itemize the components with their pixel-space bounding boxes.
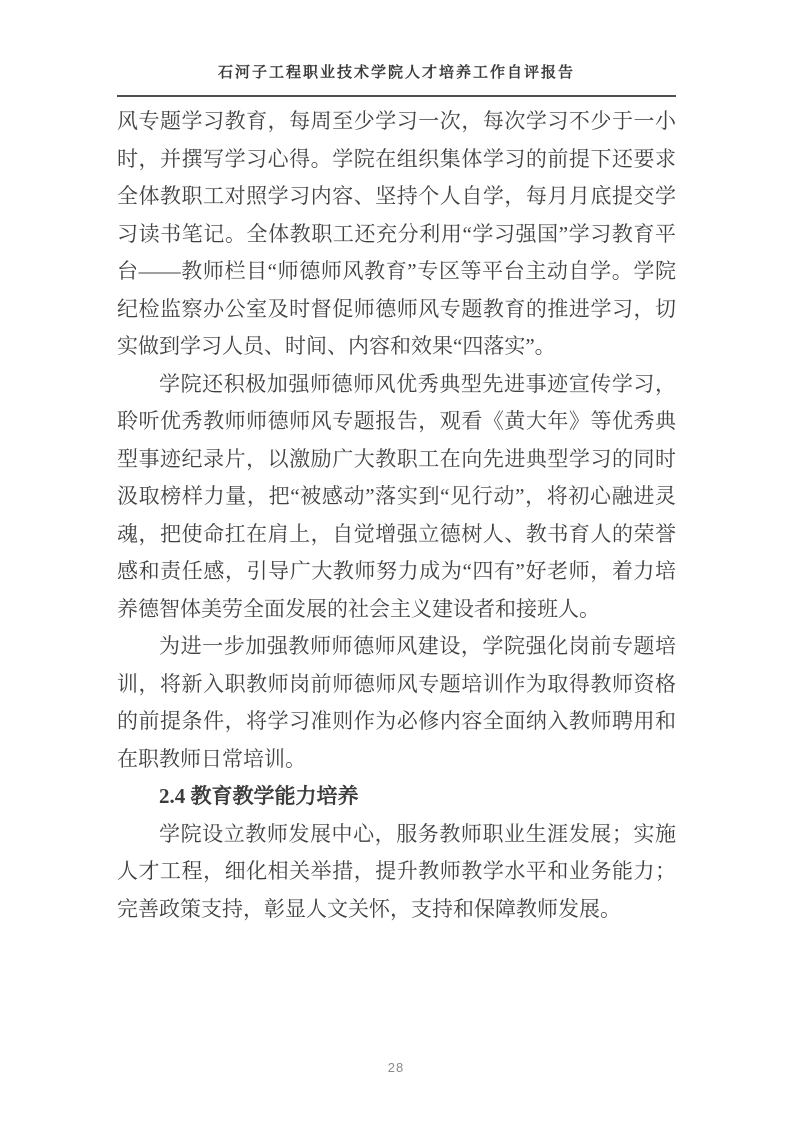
document-body (117, 103, 676, 928)
paragraph: 为进一步加强教师师德师风建设，学院强化岗前专题培训，将新入职教师岗前师德师风专题培训作为取得教师资格的前提条件，将学习准则作为必修内容全面纳入教师聘用和在职教师日常培训。 (117, 634, 676, 771)
header-rule (117, 95, 676, 97)
page-number: 28 (387, 1060, 405, 1075)
paragraph: 风专题学习教育，每周至少学习一次，每次学习不少于一小时，并撰写学习心得。学院在组织集体学习的前提下还要求全体教职工对照学习内容、坚持个人自学，每月月底提交学习读书笔记。全体教职工还充分利用“学习强国”学习教育平台——教师栏目“师德师风教育”专区等平台主动自学。学院纪检监察办公室及时督促师德师风专题教育的推进学习，切实做到学习人员、时间、内容和效果“四落实”。 (117, 109, 676, 358)
paragraph: 学院设立教师发展中心，服务教师职业生涯发展；实施人才工程，细化相关举措，提升教师教学水平和业务能力；完善政策支持，彰显人文关怀，支持和保障教师发展。 (117, 821, 676, 921)
paragraph: 学院还积极加强师德师风优秀典型先进事迹宣传学习，聆听优秀教师师德师风专题报告，观看《黄大年》等优秀典型事迹纪录片，以激励广大教职工在向先进典型学习的同时汲取榜样力量，把“被感动”落实到“见行动”，将初心融进灵魂，把使命扛在肩上，自觉增强立德树人、教书育人的荣誉感和责任感，引导广大教师努力成为“四有”好老师，着力培养德智体美劳全面发展的社会主义建设者和接班人。 (117, 371, 676, 621)
header-title: 石河子工程职业技术学院人才培养工作自评报告 (217, 65, 575, 81)
section-heading: 2.4 教育教学能力培养 (159, 784, 359, 808)
page-header (117, 62, 676, 84)
page-footer (0, 1059, 792, 1077)
